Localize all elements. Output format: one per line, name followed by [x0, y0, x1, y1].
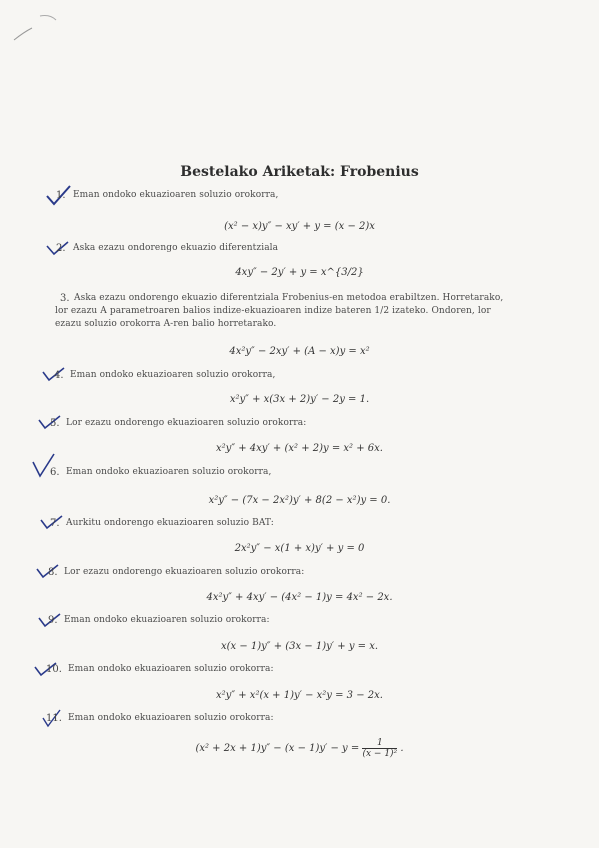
- exercise-text: Aska ezazu ondorengo ekuazio diferentziala: [73, 243, 279, 253]
- exercise-text: Aurkitu ondorengo ekuazioaren soluzio BAT:: [66, 518, 274, 528]
- exercise-number: 4.: [54, 370, 64, 381]
- equation-period: .: [400, 743, 404, 754]
- page-title: Bestelako Ariketak: Frobenius: [180, 164, 419, 180]
- fraction-numerator: 1: [362, 738, 397, 749]
- exercise-number: 1.: [56, 190, 66, 201]
- exercise-text: Eman ondoko ekuazioaren soluzio orokorra:: [68, 664, 274, 674]
- pencil-scribble-icon: [10, 10, 70, 50]
- exercise-number: 11.: [46, 713, 62, 724]
- exercise-number: 5.: [50, 418, 60, 429]
- exercise-equation: 4x²y″ − 2xy′ + (A − x)y = x²: [229, 346, 370, 357]
- exercise-text: Eman ondoko ekuazioaren soluzio orokorra,: [66, 467, 272, 477]
- exercise-text: Eman ondoko ekuazioaren soluzio orokorra:: [68, 713, 274, 723]
- exercise-number: 10.: [46, 664, 62, 675]
- exercise-equation: [0, 738, 599, 759]
- exercise-equation: x²y″ + x(3x + 2)y′ − 2y = 1.: [229, 394, 370, 405]
- exercise-equation: x²y″ + 4xy′ + (x² + 2)y = x² + 6x.: [216, 443, 383, 454]
- exercise-equation: x(x − 1)y″ + (3x − 1)y′ + y = x.: [220, 641, 379, 652]
- equation-fraction: [362, 738, 397, 759]
- exercise-text: lor ezazu A parametroaren balios indize-ekuazioaren indize bateren 1/2 izateko. Ondoren, lor: [55, 306, 491, 316]
- exercise-number: 7.: [50, 518, 60, 529]
- exercise-text: Lor ezazu ondorengo ekuazioaren soluzio orokorra:: [64, 567, 305, 577]
- fraction-denominator: (x − 1)²: [362, 749, 398, 759]
- exercise-text: Aska ezazu ondorengo ekuazio diferentziala Frobenius-en metodoa erabiltzen. Horretarako,: [74, 293, 504, 303]
- exercise-equation: (x² − x)y″ − xy′ + y = (x − 2)x: [224, 221, 375, 232]
- exercise-equation: 2x²y″ − x(1 + x)y′ + y = 0: [234, 543, 365, 554]
- exercise-number: 8.: [48, 567, 58, 578]
- exercise-text: Lor ezazu ondorengo ekuazioaren soluzio orokorra:: [66, 418, 307, 428]
- exercise-equation: x²y″ − (7x − 2x²)y′ + 8(2 − x²)y = 0.: [208, 495, 391, 506]
- exercise-equation: x²y″ + x²(x + 1)y′ − x²y = 3 − 2x.: [216, 690, 383, 701]
- exercise-number: 9.: [48, 615, 58, 626]
- exercise-text: Eman ondoko ekuazioaren soluzio orokorra,: [73, 190, 279, 200]
- equation-left: (x² + 2x + 1)y″ − (x − 1)y′ − y =: [195, 743, 360, 754]
- exercise-equation: 4xy″ − 2y′ + y = x^{3/2}: [235, 267, 364, 278]
- exercise-number: 6.: [50, 467, 60, 478]
- exercise-text: ezazu soluzio orokorra A-ren balio horretarako.: [55, 319, 277, 329]
- exercise-number: 3.: [60, 293, 70, 304]
- exercise-equation: 4x²y″ + 4xy′ − (4x² − 1)y = 4x² − 2x.: [206, 592, 393, 603]
- exercise-text: Eman ondoko ekuazioaren soluzio orokorra,: [70, 370, 276, 380]
- exercise-number: 2.: [56, 243, 66, 254]
- exercise-text: Eman ondoko ekuazioaren soluzio orokorra:: [64, 615, 270, 625]
